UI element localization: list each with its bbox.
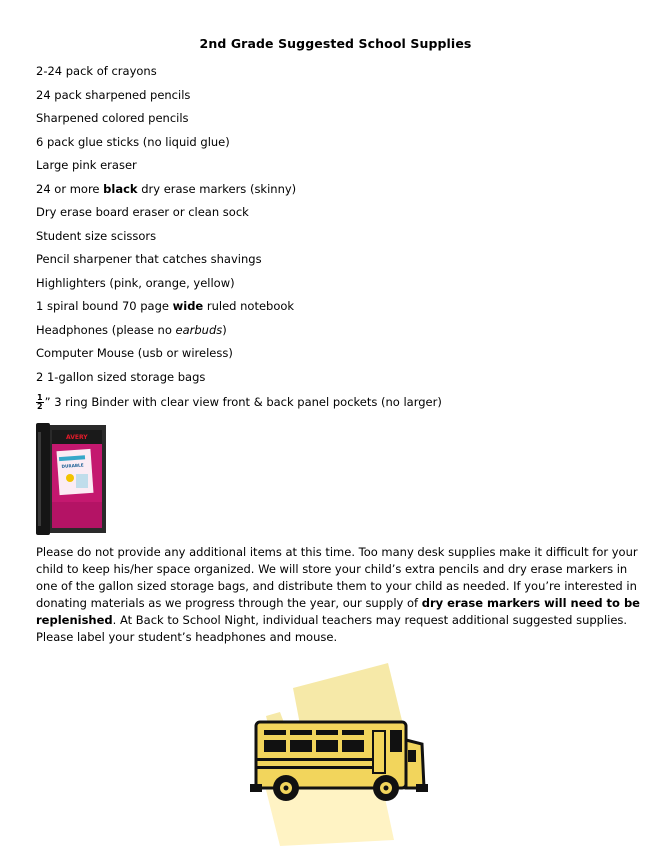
replenish-emphasis: dry erase markers will need to be replenished — [36, 596, 640, 627]
school-bus-icon — [238, 658, 438, 848]
supply-item: 24 or more black dry erase markers (skinny) — [36, 181, 297, 196]
instructions-paragraph: Please do not provide any additional items at this time. Too many desk supplies make it difficult for your child to keep his/her space organized. We will store your child’s extra pencils and dry erase markers in one of the gallon sized storage bags, and distribute them to your child as needed. If you’re interested in donating materials as we progress through the year, our supply of dry erase markers will need to be replenished. At Back to School Night, individual teachers may request additional suggested supplies. Please label your student’s headphones and mouse. — [36, 545, 640, 644]
supply-item: Dry erase board eraser or clean sock — [36, 205, 249, 219]
supply-item: Computer Mouse (usb or wireless) — [36, 346, 233, 360]
supply-item: Sharpened colored pencils — [36, 111, 189, 125]
supply-item: 2-24 pack of crayons — [36, 64, 157, 78]
supply-item: 2 1-gallon sized storage bags — [36, 369, 206, 384]
emphasis-bold: wide — [172, 299, 204, 313]
supply-item: Large pink eraser — [36, 158, 137, 172]
binder-product-image — [36, 422, 108, 536]
emphasis-italic: earbuds — [175, 322, 223, 337]
supply-item: 6 pack glue sticks (no liquid glue) — [36, 134, 230, 149]
one-half-fraction: $\frac{1}{2}$ — [37, 393, 43, 411]
supply-item: 24 pack sharpened pencils — [36, 87, 191, 102]
supply-item: Student size scissors — [36, 228, 157, 243]
supply-item: 1 spiral bound 70 page wide ruled notebook — [36, 299, 295, 313]
emphasis-bold: black — [103, 181, 138, 196]
binder-description: ” 3 ring Binder with clear view front & back panel pockets (no larger) — [44, 395, 442, 409]
supply-item: Pencil sharpener that catches shavings — [36, 252, 262, 266]
supply-item-binder — [36, 391, 442, 413]
page-title: 2nd Grade Suggested School Supplies — [199, 36, 472, 51]
supply-list — [36, 60, 296, 389]
binder-cover-label: DURABLE — [61, 462, 84, 469]
binder-brand-text: AVERY — [66, 434, 88, 441]
supply-item: Highlighters (pink, orange, yellow) — [36, 275, 235, 290]
supply-item: Headphones (please no earbuds) — [36, 322, 227, 337]
